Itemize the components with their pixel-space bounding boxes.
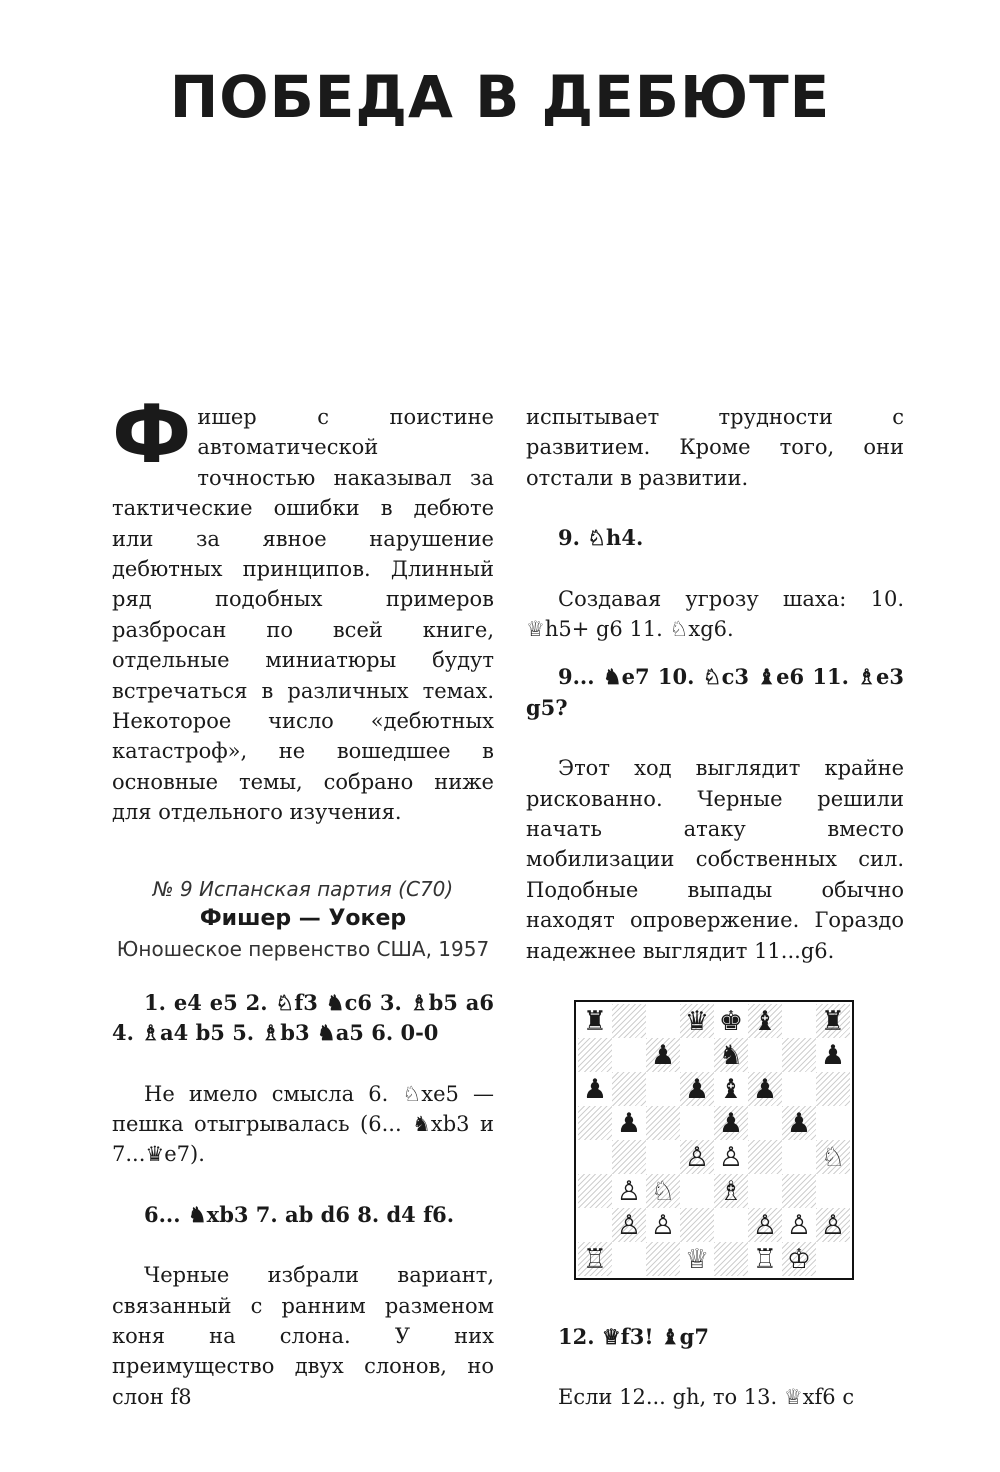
board-square xyxy=(612,1038,646,1072)
board-square xyxy=(782,1038,816,1072)
board-square xyxy=(578,1038,612,1072)
board-square: ♝ xyxy=(748,1004,782,1038)
board-square xyxy=(578,1140,612,1174)
board-square: ♖ xyxy=(748,1242,782,1276)
board-square: ♟ xyxy=(714,1106,748,1140)
comment-paragraph: Черные избрали вариант, связанный с ранним разменом коня на слона. У них преимущество двух слонов, но слон f8 xyxy=(112,1263,494,1409)
board-square: ♙ xyxy=(748,1208,782,1242)
board-square xyxy=(782,1174,816,1208)
comment-paragraph: Этот ход выглядит крайне рискованно. Черные решили начать атаку вместо мобилизации собственных сил. Подобные выпады обычно находят опровержение. Гораздо надежнее выглядит 11...g6. xyxy=(526,756,904,963)
board-square: ♔ xyxy=(782,1242,816,1276)
board-square: ♟ xyxy=(782,1106,816,1140)
board-square: ♖ xyxy=(578,1242,612,1276)
board-square xyxy=(748,1106,782,1140)
board-square xyxy=(816,1242,850,1276)
board-square xyxy=(680,1038,714,1072)
moves-line: 9. ♘h4. xyxy=(558,525,644,551)
board-square: ♘ xyxy=(816,1140,850,1174)
board-square xyxy=(816,1072,850,1106)
game-header xyxy=(112,874,494,964)
board-square xyxy=(714,1208,748,1242)
board-square xyxy=(578,1208,612,1242)
comment-paragraph: Не имело смысла 6. ♘xe5 — пешка отыгрывалась (6... ♞xb3 и 7...♛e7). xyxy=(112,1081,494,1167)
moves-line: 12. ♕f3! ♝g7 xyxy=(558,1324,709,1349)
board-square xyxy=(612,1140,646,1174)
board-square xyxy=(782,1140,816,1174)
board-square: ♗ xyxy=(714,1174,748,1208)
board-square: ♙ xyxy=(680,1140,714,1174)
board-square xyxy=(748,1038,782,1072)
board-square xyxy=(578,1106,612,1140)
board-square: ♟ xyxy=(816,1038,850,1072)
comment-paragraph: Если 12... gh, то 13. ♕xf6 с xyxy=(558,1385,855,1410)
board-square xyxy=(748,1140,782,1174)
comment-paragraph: испытывает трудности с развитием. Кроме того, они отстали в развитии. xyxy=(526,405,904,490)
board-square xyxy=(816,1106,850,1140)
board-square xyxy=(646,1106,680,1140)
moves-line: 6... ♞xb3 7. ab d6 8. d4 f6. xyxy=(144,1201,455,1227)
board-square: ♕ xyxy=(680,1242,714,1276)
board-square xyxy=(748,1174,782,1208)
board-square xyxy=(680,1106,714,1140)
right-column-bottom xyxy=(526,1322,904,1413)
board-square xyxy=(646,1004,680,1038)
board-square: ♟ xyxy=(646,1038,680,1072)
board-square xyxy=(612,1072,646,1106)
board-square: ♟ xyxy=(748,1072,782,1106)
board-square: ♘ xyxy=(646,1174,680,1208)
board-square: ♟ xyxy=(578,1072,612,1106)
moves-line: 1. e4 e5 2. ♘f3 ♞c6 3. ♗b5 a6 4. ♗a4 b5 5. ♗b3 ♞a5 6. 0-0 xyxy=(112,989,494,1046)
board-square: ♙ xyxy=(612,1208,646,1242)
right-column xyxy=(526,402,904,966)
board-square: ♙ xyxy=(782,1208,816,1242)
board-square xyxy=(578,1174,612,1208)
game-event: Юношеское первенство США, 1957 xyxy=(116,936,490,961)
board-square xyxy=(646,1242,680,1276)
board-square: ♙ xyxy=(646,1208,680,1242)
board-square: ♞ xyxy=(714,1038,748,1072)
board-square: ♜ xyxy=(578,1004,612,1038)
board-square: ♟ xyxy=(680,1072,714,1106)
comment-paragraph: Создавая угрозу шаха: 10. ♕h5+ g6 11. ♘xg6. xyxy=(526,586,904,642)
board-square xyxy=(646,1140,680,1174)
drop-cap: Ф xyxy=(112,388,192,481)
board-square: ♛ xyxy=(680,1004,714,1038)
board-square xyxy=(612,1004,646,1038)
board-square: ♙ xyxy=(612,1174,646,1208)
chess-diagram xyxy=(574,1000,854,1280)
chess-board xyxy=(574,1000,854,1280)
intro-text: ишер с поистине автоматической точностью наказывал за тактические ошибки в дебюте или за явное нарушение дебютных принципов. Длинный ряд подобных примеров разбросан по всей книге, отдельные миниатюры будут встречаться в различных темах. Некоторое число «дебютных катастроф», не вошедшее в основные темы, собрано ниже для отдельного изучения. xyxy=(112,405,494,825)
left-column xyxy=(112,388,494,1412)
board-square xyxy=(782,1072,816,1106)
board-square: ♜ xyxy=(816,1004,850,1038)
game-players: Фишер — Уокер xyxy=(199,905,407,931)
board-square xyxy=(680,1208,714,1242)
page-title: ПОБЕДА В ДЕБЮТЕ xyxy=(169,63,831,131)
board-square: ♙ xyxy=(714,1140,748,1174)
board-square xyxy=(816,1174,850,1208)
intro-paragraph xyxy=(112,388,494,828)
moves-line: 9... ♞e7 10. ♘c3 ♝e6 11. ♗e3 g5? xyxy=(526,664,904,720)
board-square xyxy=(612,1242,646,1276)
board-square: ♟ xyxy=(612,1106,646,1140)
board-square xyxy=(646,1072,680,1106)
board-square: ♙ xyxy=(816,1208,850,1242)
board-square xyxy=(714,1242,748,1276)
board-square: ♚ xyxy=(714,1004,748,1038)
board-square: ♝ xyxy=(714,1072,748,1106)
game-opening: № 9 Испанская партия (С70) xyxy=(152,876,454,901)
board-square xyxy=(782,1004,816,1038)
board-square xyxy=(680,1174,714,1208)
